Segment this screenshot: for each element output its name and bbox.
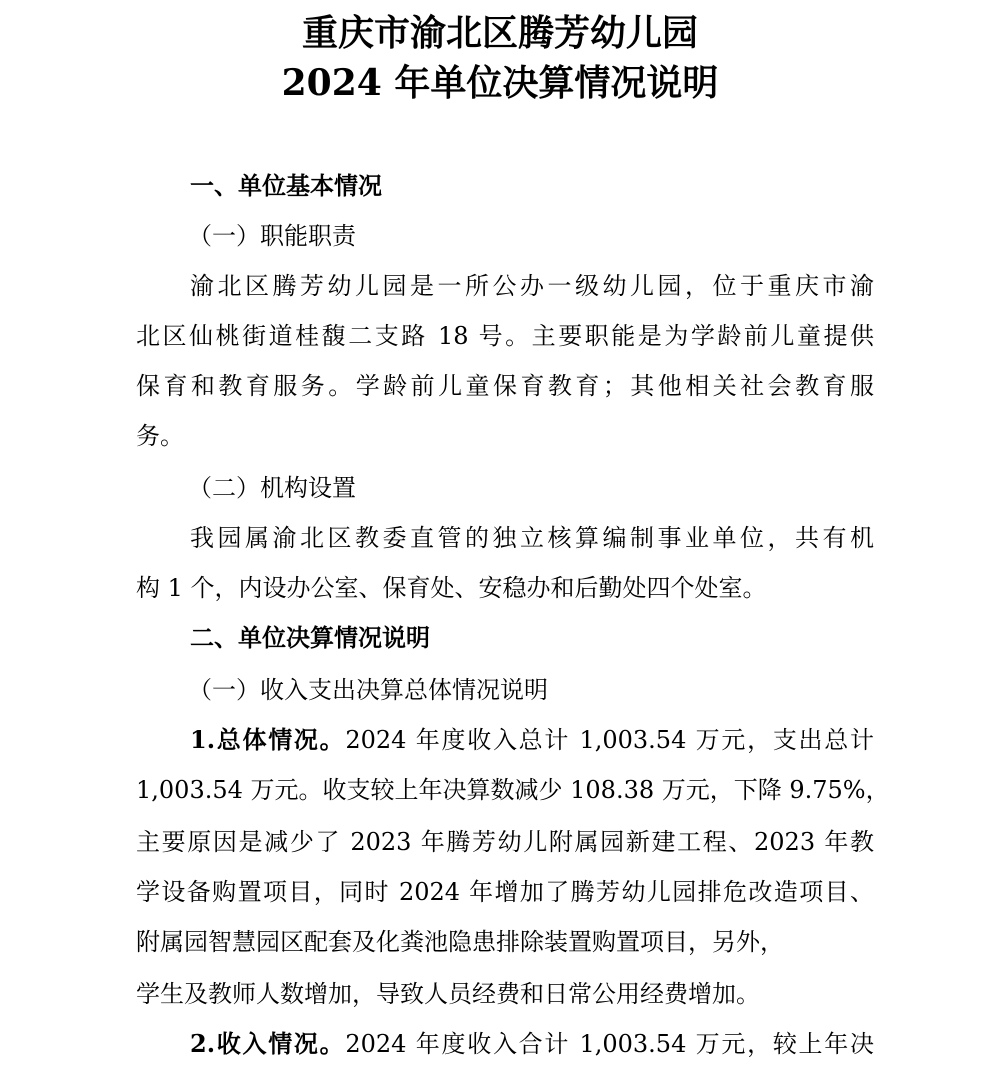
paragraph-line: 务。 [136, 422, 184, 450]
paragraph-text: 2024 年度收入总计 1,003.54 万元，支出总计 [345, 726, 874, 754]
paragraph-line: 学设备购置项目，同时 2024 年增加了腾芳幼儿园排危改造项目、 [136, 878, 874, 906]
subsection-heading-structure: （二）机构设置 [188, 474, 356, 502]
section-heading-basic-info: 一、单位基本情况 [190, 172, 382, 200]
paragraph-line: 保育和教育服务。学龄前儿童保育教育；其他相关社会教育服 [136, 372, 874, 400]
document-title-line-1: 重庆市渝北区腾芳幼儿园 [301, 12, 698, 54]
paragraph-line: 学生及教师人数增加，导致人员经费和日常公用经费增加。 [136, 980, 760, 1008]
paragraph-text: 2024 年度收入合计 1,003.54 万元，较上年决 [345, 1030, 874, 1058]
paragraph-lead: 1.总体情况。 [190, 725, 346, 754]
paragraph-line: 渝北区腾芳幼儿园是一所公办一级幼儿园，位于重庆市渝 [190, 272, 874, 300]
paragraph-line-with-lead [190, 722, 874, 758]
paragraph-line-with-lead [190, 1026, 874, 1062]
paragraph-line: 构 1 个，内设办公室、保育处、安稳办和后勤处四个处室。 [136, 574, 767, 602]
section-heading-budget-report: 二、单位决算情况说明 [190, 624, 430, 652]
paragraph-line: 附属园智慧园区配套及化粪池隐患排除装置购置项目，另外， [136, 928, 784, 956]
subsection-heading-duties: （一）职能职责 [188, 222, 356, 250]
paragraph-lead: 2.收入情况。 [190, 1029, 346, 1058]
paragraph-line: 1,003.54 万元。收支较上年决算数减少 108.38 万元，下降 9.75%， [136, 776, 890, 804]
document-title-line-2: 2024 年单位决算情况说明 [281, 62, 719, 104]
paragraph-line: 我园属渝北区教委直管的独立核算编制事业单位，共有机 [190, 524, 874, 552]
subsection-heading-overall: （一）收入支出决算总体情况说明 [188, 676, 548, 704]
paragraph-line: 主要原因是减少了 2023 年腾芳幼儿附属园新建工程、2023 年教 [136, 828, 874, 856]
paragraph-line: 北区仙桃街道桂馥二支路 18 号。主要职能是为学龄前儿童提供 [136, 322, 874, 350]
